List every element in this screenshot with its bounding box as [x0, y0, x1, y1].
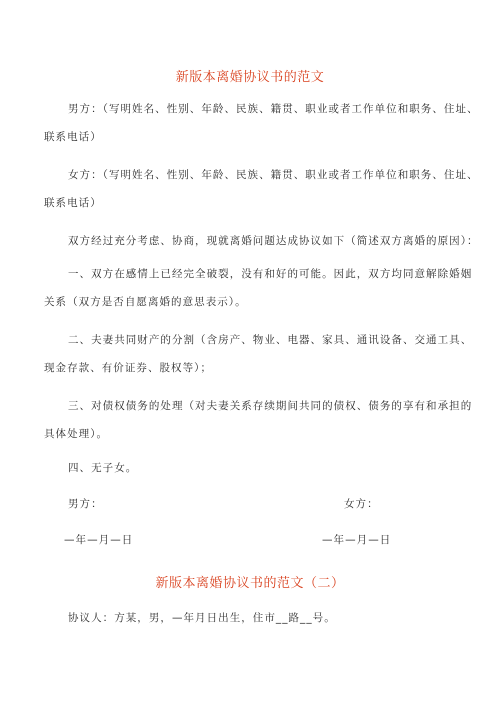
date-left: —年—月—日 [64, 534, 134, 546]
signature-woman-label: 女方： [344, 498, 379, 510]
date-right: —年—月—日 [322, 534, 392, 546]
clause-1-line-2: 关系（双方是否自愿离婚的意思表示）。 [44, 296, 247, 308]
clause-2-line-2: 现金存款、有价证券、股权等）； [44, 362, 212, 374]
second-document-title: 新版本离婚协议书的范文（二） [155, 576, 345, 591]
woman-info-line-2: 联系电话） [44, 197, 102, 209]
man-info-line-2: 联系电话） [44, 131, 102, 143]
woman-info-line-1: 女方：（写明姓名、性别、年龄、民族、籍贯、职业或者工作单位和职务、住址、 [68, 169, 479, 181]
signature-man-label: 男方： [68, 498, 103, 510]
clause-1-line-1: 一、双方在感情上已经完全破裂，没有和好的可能。因此，双方均同意解除婚姻 [68, 268, 473, 280]
man-info-line-1: 男方：（写明姓名、性别、年龄、民族、籍贯、职业或者工作单位和职务、住址、 [68, 103, 479, 115]
intro-paragraph: 双方经过充分考虑、协商，现就离婚问题达成协议如下（简述双方离婚的原因）： [68, 235, 479, 247]
clause-2-line-1: 二、夫妻共同财产的分割（含房产、物业、电器、家具、通讯设备、交通工具、 [68, 334, 473, 346]
agreement-person-line: 协议人：方某，男，—年月日出生，住市__路__号。 [68, 612, 336, 624]
document-title: 新版本离婚协议书的范文 [175, 70, 325, 85]
clause-4: 四、无子女。 [68, 462, 138, 474]
clause-3-line-2: 具体处理）。 [44, 428, 109, 440]
clause-3-line-1: 三、对债权债务的处理（对夫妻关系存续期间共同的债权、债务的享有和承担的 [68, 400, 473, 412]
